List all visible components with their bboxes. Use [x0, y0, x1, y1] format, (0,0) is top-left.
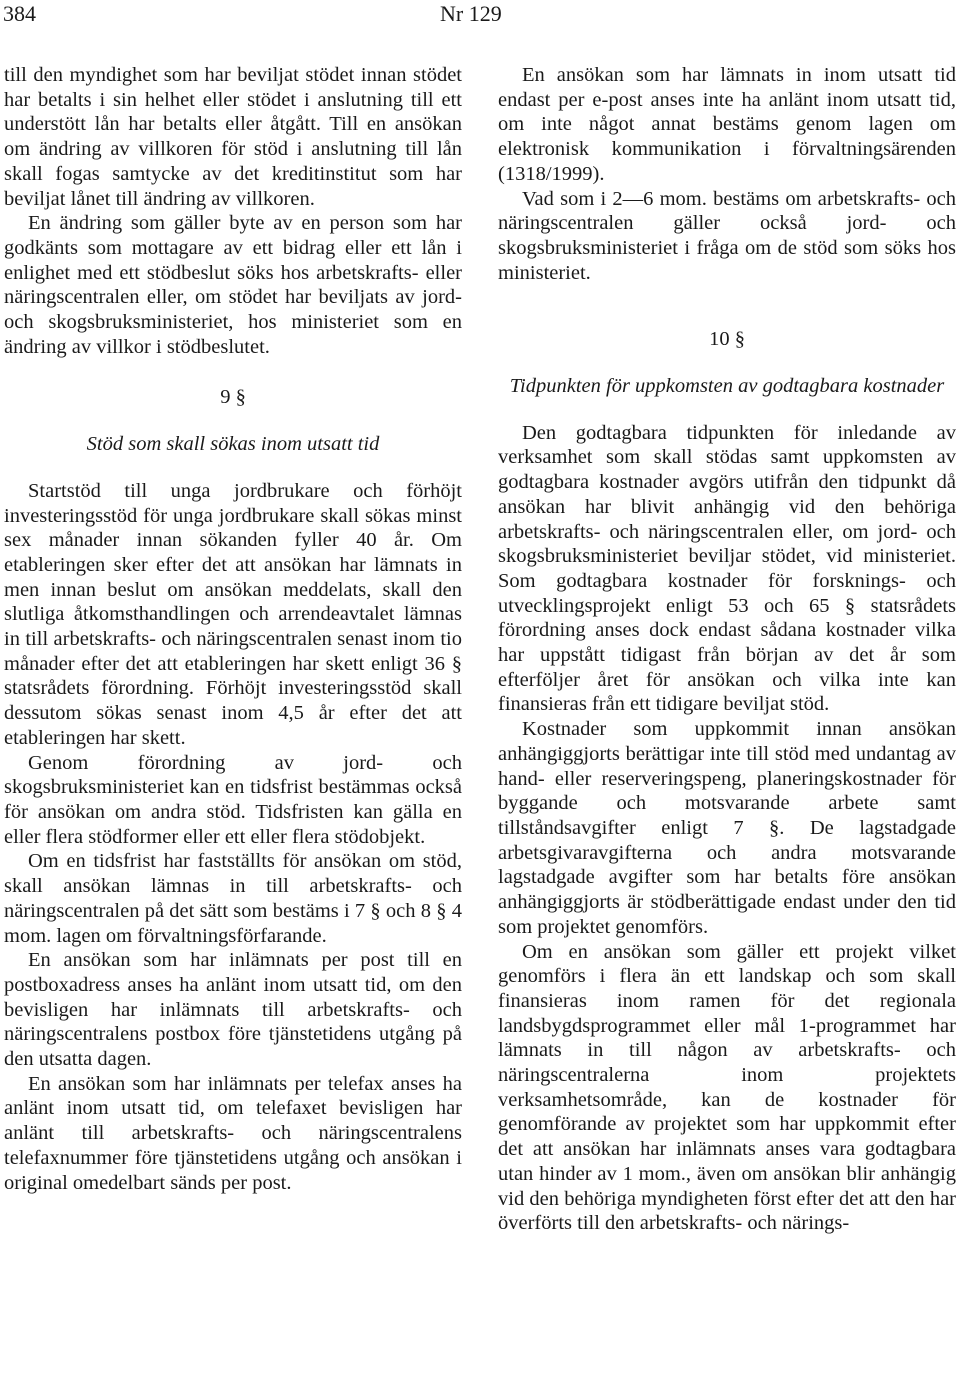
- paragraph: Genom förordning av jord- och skogsbruksministeriet kan en tidsfrist bestämmas också för ansökan om andra stöd. Tidsfristen kan gälla en eller flera stödformer eller ett eller flera stödobjekt.: [4, 751, 462, 848]
- right-column: [498, 63, 956, 1236]
- section-number: 9 §: [220, 386, 246, 409]
- paragraph: En ansökan som har lämnats in inom utsatt tid endast per e-post anses inte ha anlänt inom utsatt tid, om inte något annat bestäms genom lagen om elektronisk kommunikation i förvaltningsärenden (1318/1999).: [498, 64, 956, 185]
- paragraph: Om en ansökan som gäller ett projekt vilket genomförs i flera än ett landskap och som skall finansieras inom ramen för det regionala landsbygdsprogrammet eller mål 1-programmet har lämnats in till någon av arbetskrafts- och näringscentralerna inom projektets verksamhetsområde, kan de kostnader för genomförande av projektet som har uppkommit efter det att ansökan har inlämnats anses vara godtagbara utan hinder av 1 mom., även om ansökan blir anhängig vid den behöriga myndigheten först efter det att den har överförts till den arbetskrafts- och närings-: [498, 940, 956, 1235]
- section-title: Stöd som skall sökas inom utsatt tid: [86, 433, 380, 456]
- section-title: Tidpunkten för uppkomsten av godtagbara kostnader: [509, 375, 945, 398]
- paragraph: En ansökan som har inlämnats per post till en postboxadress anses ha anlänt inom utsatt tid, om den bevisligen har inlämnats till arbetskrafts- och näringscentralens postbox före tjänstetidens utgång på den utsatta dagen.: [4, 949, 462, 1071]
- paragraph: Startstöd till unga jordbrukare och förhöjt investeringsstöd för unga jordbrukare skall sökas minst sex månader innan sökanden fyller 40 år. Om etableringen sker efter det att ansökan har lämnats in men innan beslut om ansökan meddelats, skall den slutliga åtkomsthandlingen och arrendeavtalet lämnas in till arbetskrafts- och näringscentralen senast inom tio månader efter det att etableringen har skett enligt 36 § statsrådets förordning. Förhöjt investeringsstöd skall dessutom sökas senast inom 4,5 år efter det att etableringen har skett.: [4, 479, 462, 749]
- page-number: 384: [3, 1, 36, 26]
- paragraph: En ändring som gäller byte av en person som har godkänts som mottagare av ett bidrag eller ett lån i enlighet med ett stödbeslut söks hos arbetskrafts- eller näringscentralen eller, om stödet har beviljats av jord- och skogsbruksministeriet, hos ministeriet som en ändring av villkor i stödbeslutet.: [4, 212, 462, 358]
- paragraph: till den myndighet som har beviljat stödet innan stödet har betalts i sin helhet eller stödet i anslutning till ett understött lån har betalts eller åtgått. Till en ansökan om ändring av villkoren för stöd i anslutning till lån skall fogas samtycke av det kreditinstitut som har beviljat lånet till ändring av villkoren.: [4, 64, 462, 210]
- left-column: [4, 63, 462, 1195]
- paragraph: Vad som i 2—6 mom. bestäms om arbetskrafts- och näringscentralen gäller också jord- och skogsbruksministeriet i fråga om de stöd som söks hos ministeriet.: [498, 187, 956, 284]
- paragraph: Om en tidsfrist har fastställts för ansökan om stöd, skall ansökan lämnas in till arbetskrafts- och näringscentralen på det sätt som bestäms i 7 § och 8 § 4 mom. lagen om förvaltningsförfarande.: [4, 850, 462, 947]
- issue-number: Nr 129: [440, 1, 502, 26]
- paragraph: Den godtagbara tidpunkten för inledande av verksamhet som skall stödas samt uppkomsten av godtagbara kostnader avgörs utifrån den tidpunkt då ansökan har blivit anhängig vid den behöriga arbetskrafts- och näringscentralen eller, om jord- och skogsbruksministeriet beviljar stödet, vid ministeriet. Som godtagbara kostnader för forsknings- och utvecklingsprojekt enligt 53 och 65 § statsrådets förordning anses dock endast sådana kostnader vilka har uppstått tidigast från början av det år som efterföljer året för ansökan och vilka inte kan finansieras från ett tidigare beviljat stöd.: [498, 421, 956, 716]
- paragraph: En ansökan som har inlämnats per telefax anses ha anlänt inom utsatt tid, om telefaxet bevisligen har anlänt till arbetskrafts- och näringscentralens telefaxnummer före tjänstetidens utgång och ansökan i original omedelbart sänds per post.: [4, 1072, 462, 1194]
- paragraph: Kostnader som uppkommit innan ansökan anhängiggjorts berättigar inte till stöd med undantag av hand- eller reserveringspeng, planeringskostnader för byggande och motsvarande arbete samt tillståndsavgifter enligt 7 §. De lagstadgade arbetsgivaravgifterna och andra motsvarande lagstadgade avgifter som har betalts före ansökan anhängiggjorts är stödberättigade endast under den tid som projektet genomförs.: [498, 718, 956, 938]
- section-number: 10 §: [709, 328, 745, 351]
